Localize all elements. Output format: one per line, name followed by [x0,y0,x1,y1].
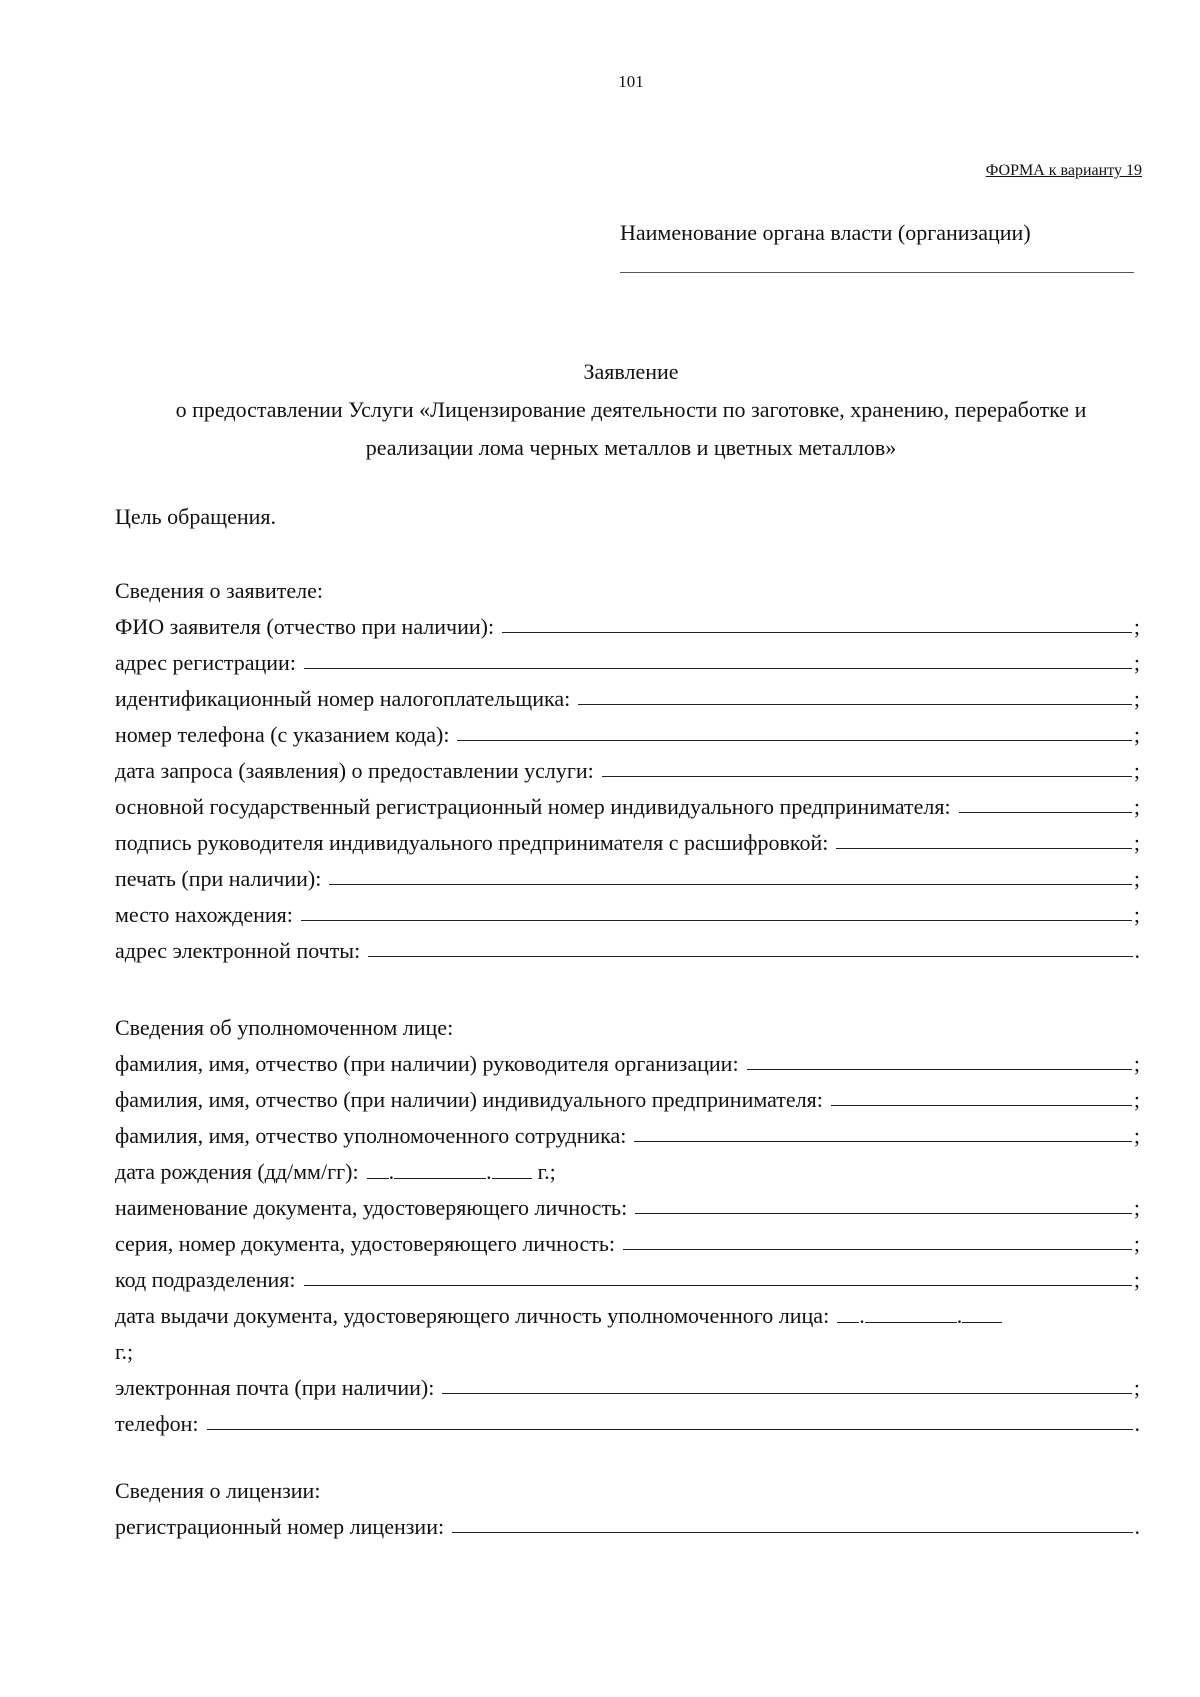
applicant-field-label: адрес электронной почты: [115,938,361,963]
representative-field-label: фамилия, имя, отчество (при наличии) индивидуального предпринимателя: [115,1087,823,1112]
applicant-field-punctuation: . [1134,938,1140,963]
issue-date-field[interactable]: . . [837,1303,1002,1329]
applicant-field-row [115,676,1140,712]
representative-section [115,1005,1140,1437]
org-name-label: Наименование органа власти (организации) [620,220,1031,245]
applicant-field-label: идентификационный номер налогоплательщика: [115,686,571,711]
representative-field-punctuation: ; [1133,1087,1140,1112]
representative-field-label: серия, номер документа, удостоверяющего личность: [115,1231,615,1256]
issue-date-row [115,1293,1140,1329]
representative-field-row [115,1257,1140,1293]
purpose-section [115,494,1140,530]
applicant-field-label: дата запроса (заявления) о предоставлении услуги: [115,758,594,783]
representative-field-punctuation: ; [1133,1267,1140,1292]
applicant-field-input-line[interactable] [959,812,1132,813]
birth-date-row [115,1149,1140,1185]
applicant-field-punctuation: ; [1133,722,1140,747]
applicant-field-input-line[interactable] [304,668,1132,669]
title-line-2: о предоставлении Услуги «Лицензирование деятельности по заготовке, хранению, переработке и [175,397,1087,422]
applicant-field-input-line[interactable] [502,632,1132,633]
representative-field-punctuation: ; [1133,1195,1140,1220]
representative-field-label: код подразделения: [115,1267,296,1292]
birth-date-suffix: г.; [537,1159,556,1184]
birth-date-label: дата рождения (дд/мм/гг): [115,1159,359,1184]
applicant-field-label: подпись руководителя индивидуального предпринимателя с расшифровкой: [115,830,829,855]
applicant-field-label: ФИО заявителя (отчество при наличии): [115,614,495,639]
representative-field-input-line[interactable] [747,1069,1132,1070]
title-line-1: Заявление [583,359,679,384]
applicant-field-row [115,820,1140,856]
license-field-input-line[interactable] [452,1532,1132,1533]
license-field-row [115,1504,1140,1540]
applicant-field-punctuation: ; [1133,794,1140,819]
license-section [115,1468,1140,1540]
representative-field-label: фамилия, имя, отчество уполномоченного сотрудника: [115,1123,627,1148]
representative-field-input-line[interactable] [304,1285,1132,1286]
representative-field-row [115,1221,1140,1257]
applicant-field-punctuation: ; [1133,902,1140,927]
representative-field-input-line[interactable] [634,1141,1131,1142]
birth-date-field[interactable]: . . [367,1159,532,1185]
applicant-field-label: адрес регистрации: [115,650,296,675]
form-variant-label: ФОРМА к варианту 19 [985,162,1142,179]
applicant-field-label: место нахождения: [115,902,293,927]
representative-field-row [115,1185,1140,1221]
representative-field-label: электронная почта (при наличии): [115,1375,435,1400]
issue-date-label: дата выдачи документа, удостоверяющего личность уполномоченного лица: [115,1303,830,1328]
representative-field-label: наименование документа, удостоверяющего личность: [115,1195,628,1220]
applicant-heading: Сведения о заявителе: [115,578,324,603]
applicant-field-punctuation: ; [1133,758,1140,783]
representative-field-punctuation: ; [1133,1231,1140,1256]
representative-field-row [115,1401,1140,1437]
applicant-section [115,568,1140,964]
applicant-field-punctuation: ; [1133,614,1140,639]
applicant-field-input-line[interactable] [301,920,1132,921]
representative-field-row [115,1077,1140,1113]
applicant-field-input-line[interactable] [578,704,1132,705]
representative-field-input-line[interactable] [442,1393,1132,1394]
applicant-field-row [115,748,1140,784]
representative-field-input-line[interactable] [623,1249,1132,1250]
representative-field-row [115,1041,1140,1077]
license-field-label: регистрационный номер лицензии: [115,1514,445,1539]
applicant-field-input-line[interactable] [329,884,1132,885]
representative-field-input-line[interactable] [635,1213,1132,1214]
representative-field-input-line[interactable] [207,1429,1133,1430]
applicant-field-label: печать (при наличии): [115,866,322,891]
license-heading: Сведения о лицензии: [115,1478,321,1503]
applicant-field-label: номер телефона (с указанием кода): [115,722,450,747]
applicant-field-row [115,928,1140,964]
applicant-field-label: основной государственный регистрационный номер индивидуального предпринимателя: [115,794,951,819]
license-field-punctuation: . [1134,1514,1140,1539]
applicant-field-row [115,856,1140,892]
applicant-field-row [115,892,1140,928]
representative-field-row [115,1113,1140,1149]
applicant-field-input-line[interactable] [457,740,1131,741]
title-line-3: реализации лома черных металлов и цветных металлов» [365,435,897,460]
org-name-field[interactable] [620,246,1134,273]
representative-field-punctuation: ; [1133,1051,1140,1076]
representative-field-punctuation: ; [1133,1375,1140,1400]
representative-field-label: фамилия, имя, отчество (при наличии) руководителя организации: [115,1051,739,1076]
applicant-field-punctuation: ; [1133,866,1140,891]
purpose-label: Цель обращения. [115,504,276,529]
applicant-field-row [115,604,1140,640]
page-number: 101 [618,72,644,91]
issue-date-suffix: г.; [115,1339,134,1364]
issue-date-suffix-row [115,1329,1140,1365]
applicant-field-punctuation: ; [1133,830,1140,855]
applicant-field-punctuation: ; [1133,686,1140,711]
org-block [620,220,1140,273]
applicant-field-row [115,784,1140,820]
applicant-field-input-line[interactable] [368,956,1132,957]
applicant-field-input-line[interactable] [602,776,1132,777]
representative-field-punctuation: . [1134,1411,1140,1436]
representative-field-label: телефон: [115,1411,199,1436]
representative-field-input-line[interactable] [831,1105,1132,1106]
applicant-field-row [115,640,1140,676]
applicant-field-row [115,712,1140,748]
document-title [0,353,1200,467]
representative-field-punctuation: ; [1133,1123,1140,1148]
applicant-field-input-line[interactable] [836,848,1131,849]
representative-field-row [115,1365,1140,1401]
representative-heading: Сведения об уполномоченном лице: [115,1015,454,1040]
applicant-field-punctuation: ; [1133,650,1140,675]
